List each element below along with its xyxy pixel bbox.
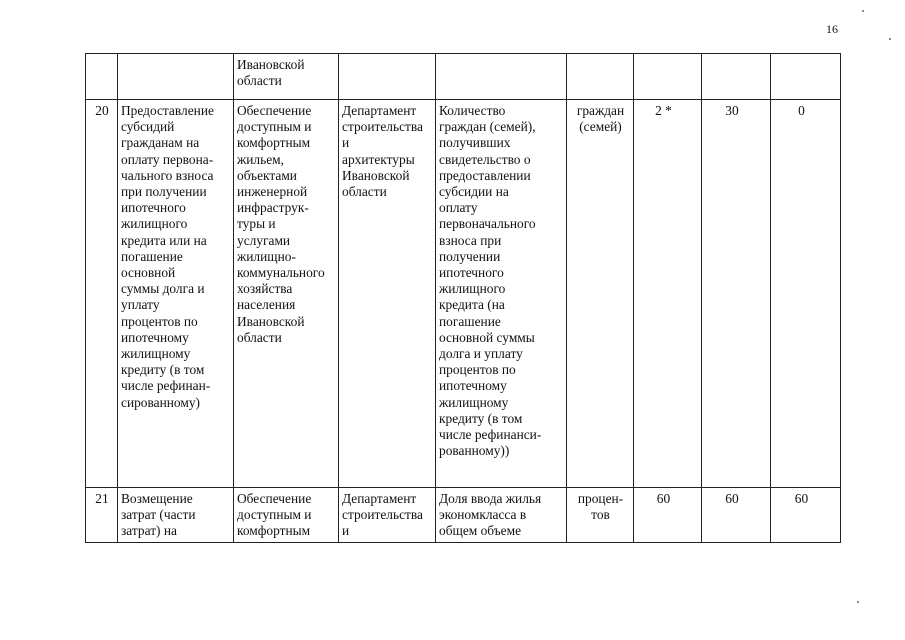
cell-task: Обеспечение доступным и комфортным bbox=[234, 488, 339, 543]
cell-executor bbox=[339, 54, 436, 100]
table-row bbox=[86, 54, 841, 100]
cell-executor: Департамент строительства и архитектуры Ивановской области bbox=[339, 100, 436, 488]
cell-unit: процен- тов bbox=[567, 488, 634, 543]
cell-number: 21 bbox=[86, 488, 118, 543]
indicators-table bbox=[85, 53, 841, 543]
cell-value-3: 0 bbox=[771, 100, 841, 488]
cell-event-name bbox=[118, 54, 234, 100]
cell-indicator: Количество граждан (семей), получивших свидетельство о предоставлении субсидии на оплату первоначального взноса при получении ипотечного жилищного кредита (на погашение основной суммы долга и уплату процентов по ипотечному жилищному кредиту (в том числе рефинанси- рованному)) bbox=[436, 100, 567, 488]
table-row bbox=[86, 488, 841, 543]
scan-speck bbox=[862, 10, 864, 12]
cell-value-3 bbox=[771, 54, 841, 100]
scan-speck bbox=[857, 601, 859, 603]
cell-indicator: Доля ввода жилья экономкласса в общем объеме bbox=[436, 488, 567, 543]
cell-unit bbox=[567, 54, 634, 100]
cell-value-3: 60 bbox=[771, 488, 841, 543]
cell-value-1: 60 bbox=[634, 488, 702, 543]
page-number: 16 bbox=[826, 22, 838, 36]
cell-number bbox=[86, 54, 118, 100]
cell-task: Обеспечение доступным и комфортным жильем, объектами инженерной инфраструк- туры и услугами жилищно- коммунального хозяйства населения Ивановской области bbox=[234, 100, 339, 488]
table-row bbox=[86, 100, 841, 488]
cell-value-1 bbox=[634, 54, 702, 100]
cell-event-name: Предоставление субсидий гражданам на оплату первона- чального взноса при получении ипотечного жилищного кредита или на погашение основной суммы долга и уплату процентов по ипотечному жилищному кредиту (в том числе рефинан- сированному) bbox=[118, 100, 234, 488]
cell-event-name: Возмещение затрат (части затрат) на bbox=[118, 488, 234, 543]
cell-unit: граждан (семей) bbox=[567, 100, 634, 488]
scan-speck bbox=[889, 38, 891, 40]
cell-indicator bbox=[436, 54, 567, 100]
cell-value-2: 60 bbox=[702, 488, 771, 543]
cell-value-1: 2 * bbox=[634, 100, 702, 488]
cell-task: Ивановской области bbox=[234, 54, 339, 100]
cell-value-2 bbox=[702, 54, 771, 100]
cell-number: 20 bbox=[86, 100, 118, 488]
cell-executor: Департамент строительства и bbox=[339, 488, 436, 543]
cell-value-2: 30 bbox=[702, 100, 771, 488]
